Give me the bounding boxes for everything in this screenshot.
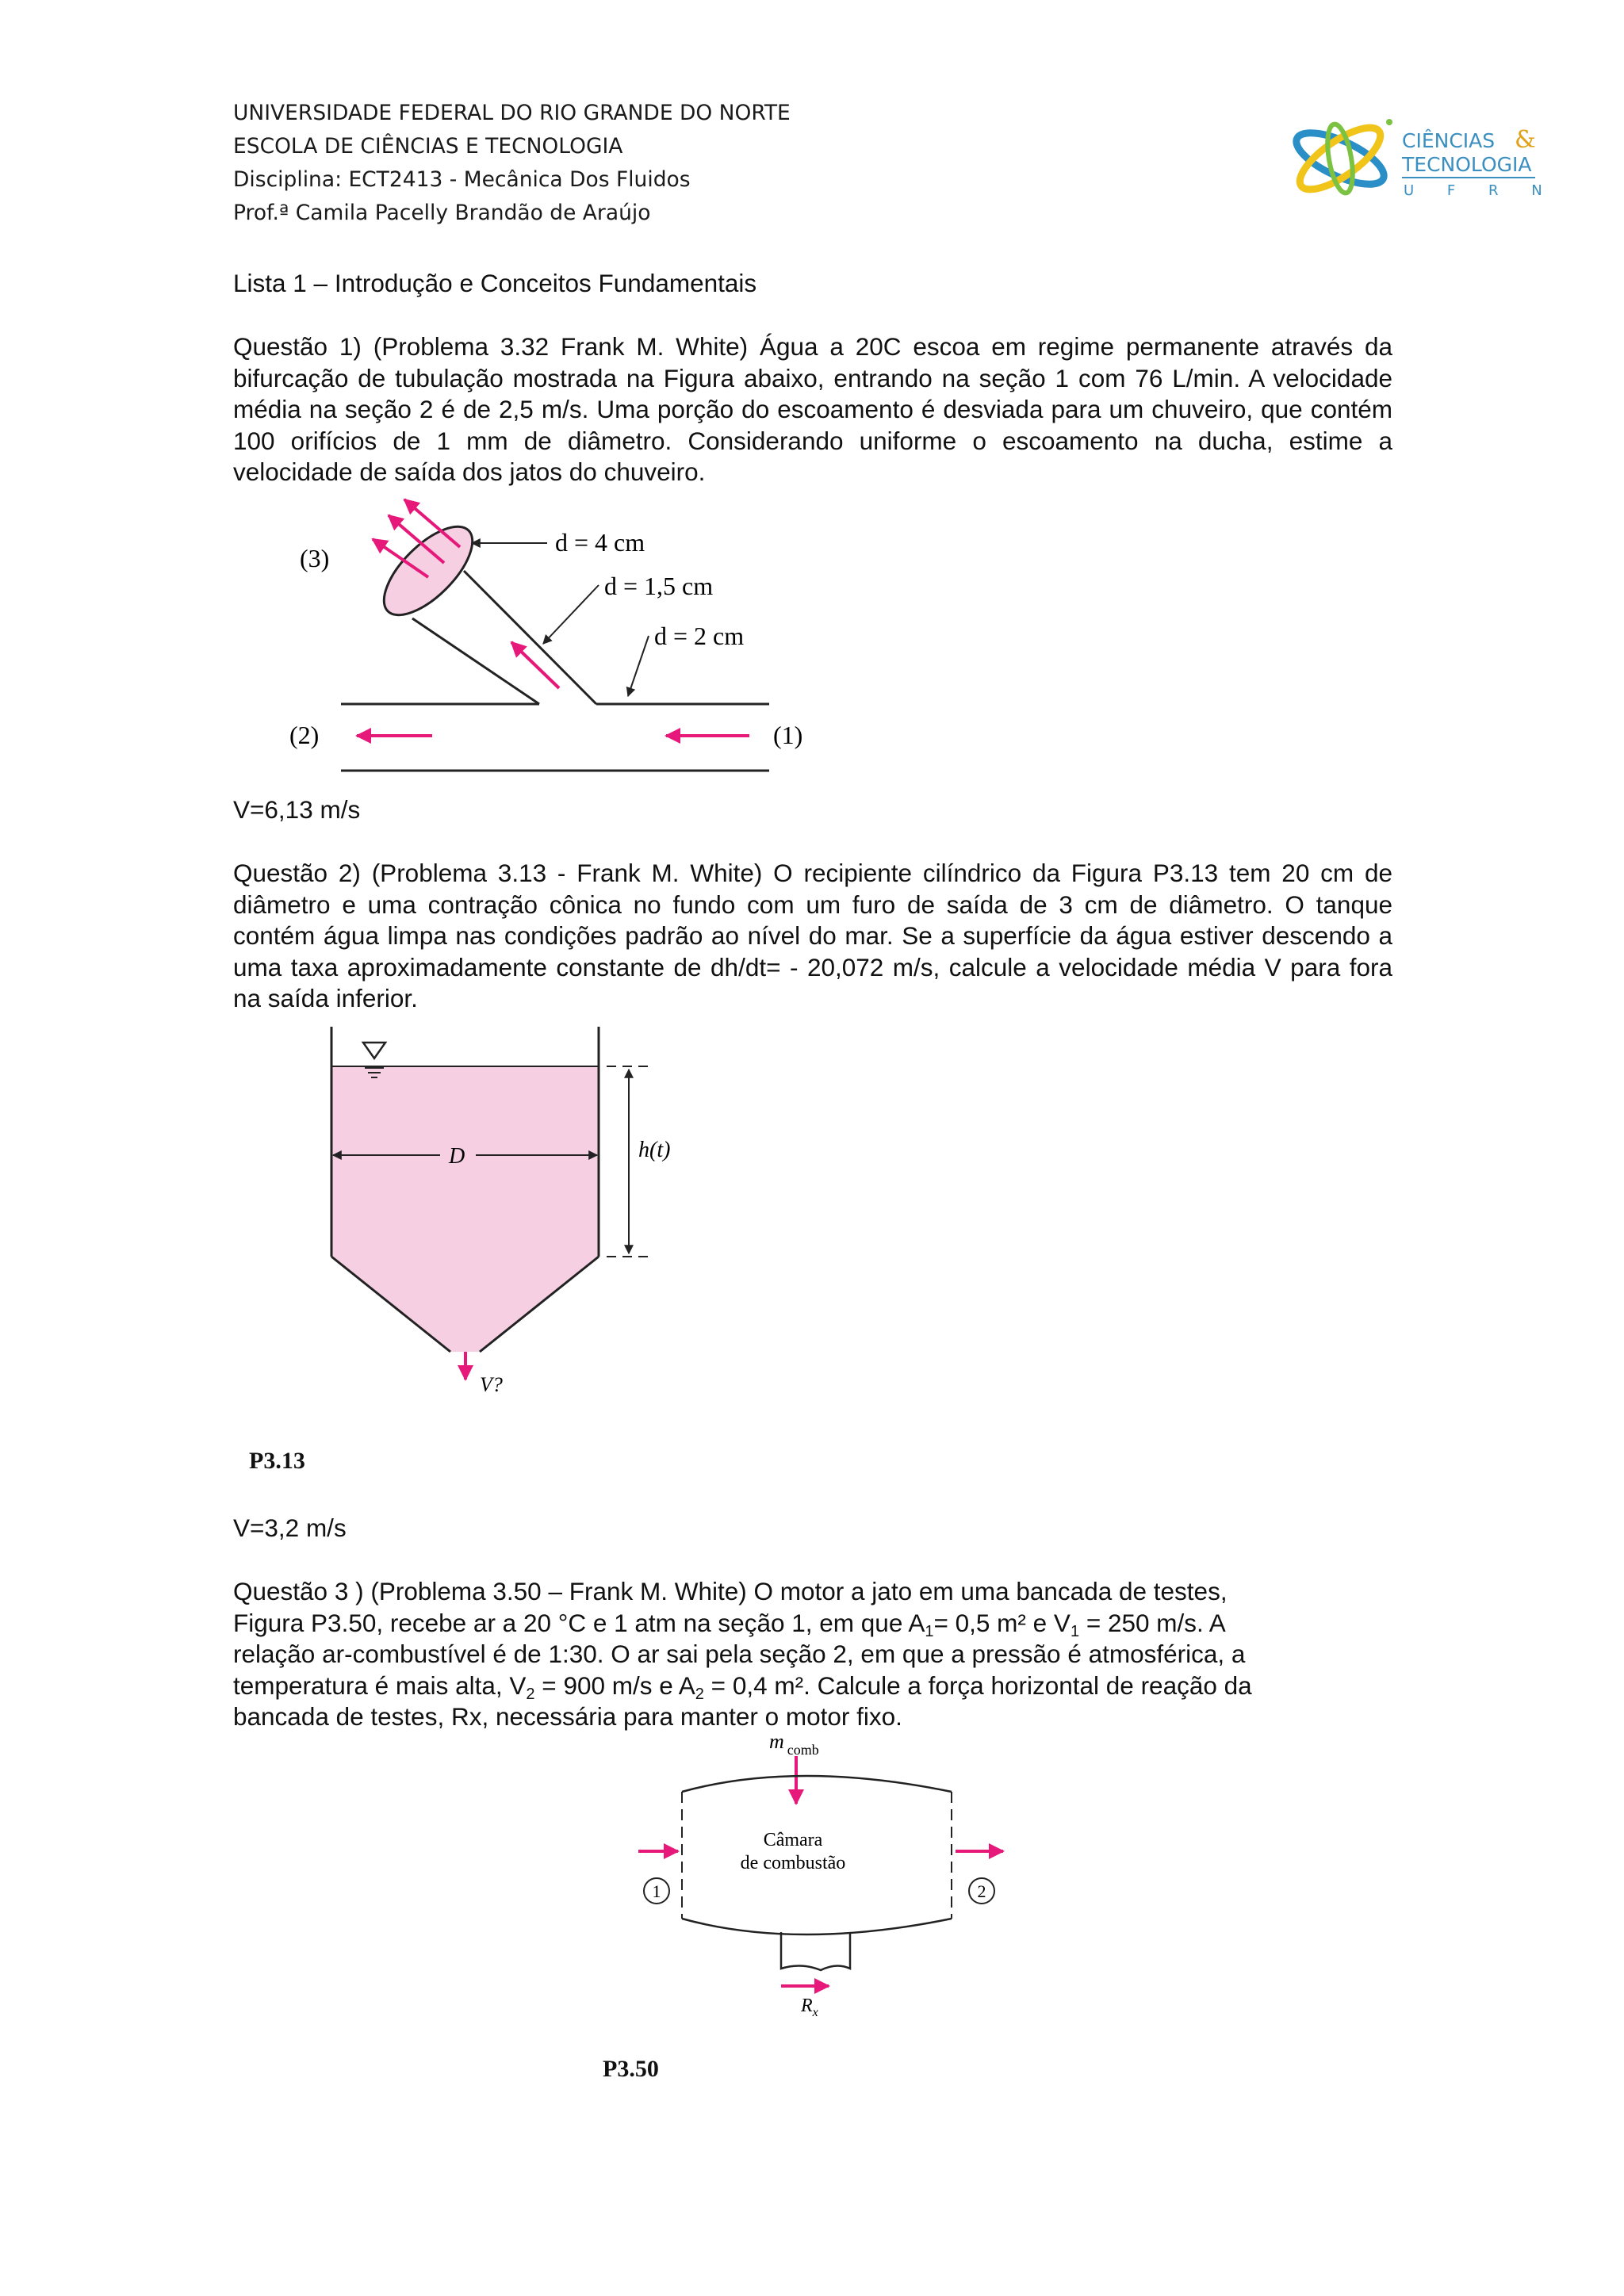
label-chamber-2: de combustão: [740, 1853, 846, 1873]
label-m-comb: m $_{comb}$: [769, 1730, 819, 1758]
label-d-4cm: d = 4 cm: [555, 528, 645, 557]
tank-figure: [317, 1027, 698, 1399]
logo-word-ufrn: U F R N: [1404, 182, 1557, 199]
q3-line-2: Figura P3.50, recebe ar a 20 °C e 1 atm na seção 1, em que $A_1= 0,5$ m² e $V_1 = 250$ m/s. A: [233, 1608, 1226, 1640]
question-1-answer: V=6,13 m/s: [233, 795, 361, 824]
header-course: Disciplina: ECT2413 - Mecânica Dos Fluidos: [233, 167, 691, 192]
header-professor: Prof.ª Camila Pacelly Brandão de Araújo: [233, 201, 651, 225]
question-2-answer: V=3,2 m/s: [233, 1513, 347, 1542]
label-section-2: (2): [289, 721, 320, 749]
label-Rx: $R_x$: [801, 1996, 818, 2019]
question-1-text: Questão 1) (Problema 3.32 Frank M. White) Água a 20C escoa em regime permanente através da bifurcação de tubulação mostrada na Figura abaixo, entrando na seção 1 com 76 L/min. A velocidade média na seção 2 é de 2,5 m/s. Uma porção do escoamento é desviada para um chuveiro, que contém 100 orifícios de 1 mm de diâmetro. Considerando uniforme o escoamento na ducha, estime a velocidade de saída dos jatos do chuveiro.: [233, 332, 1392, 486]
label-section-3: (3): [300, 544, 330, 572]
ufrn-logo: [1285, 111, 1557, 218]
logo-word-ciencias: CIÊNCIAS: [1402, 129, 1496, 152]
logo-word-tecnologia: TECNOLOGIA: [1402, 153, 1532, 176]
q3-line-3: relação ar-combustível é de 1:30. O ar sai pela seção 2, em que a pressão é atmosférica, a: [233, 1640, 1246, 1668]
label-exit-velocity: V?: [480, 1373, 503, 1396]
label-section-1: (1): [773, 721, 803, 749]
label-diameter-D: D: [449, 1144, 465, 1169]
header-school: ESCOLA DE CIÊNCIAS E TECNOLOGIA: [233, 134, 623, 159]
q3-line-1: Questão 3 ) (Problema 3.50 – Frank M. White) O motor a jato em uma bancada de testes,: [233, 1577, 1228, 1605]
jet-engine-figure: [603, 1732, 1015, 2018]
q3-line-5: bancada de testes, Rx, necessária para manter o motor fixo.: [233, 1702, 902, 1731]
figure-caption-p3-13: P3.13: [249, 1448, 305, 1474]
label-section-1: 1: [652, 1881, 661, 1901]
list-title: Lista 1 – Introdução e Conceitos Fundamentais: [233, 269, 757, 297]
bifurcation-figure: [285, 492, 825, 781]
figure-caption-p3-50: P3.50: [603, 2056, 659, 2082]
branch-flow-arrow: [511, 642, 559, 688]
question-3-text: [233, 1576, 1392, 1733]
label-height-h: h(t): [638, 1138, 671, 1162]
label-section-2: 2: [977, 1881, 986, 1901]
label-d-1-5cm: d = 1,5 cm: [604, 572, 714, 600]
label-d-2cm: d = 2 cm: [654, 622, 745, 650]
question-2-text: Questão 2) (Problema 3.13 - Frank M. White) O recipiente cilíndrico da Figura P3.13 tem 20 cm de diâmetro e uma contração cônica no fundo com um furo de saída de 3 cm de diâmetro. O tanque contém água limpa nas condições padrão ao nível do mar. Se a superfície da água estiver descendo a uma taxa aproximadamente constante de dh/dt= - 20,072 m/s, calcule a velocidade média V para fora na saída inferior.: [233, 859, 1392, 1012]
header-university: UNIVERSIDADE FEDERAL DO RIO GRANDE DO NORTE: [233, 101, 791, 125]
logo-ampersand: &: [1515, 126, 1536, 154]
label-chamber-1: Câmara: [763, 1830, 823, 1850]
document-header: [233, 97, 791, 230]
q3-line-4: temperatura é mais alta, $V_2 = 900$ m/s e $A_2 = 0,4$ m². Calcule a força horizontal de reação da: [233, 1670, 1252, 1703]
